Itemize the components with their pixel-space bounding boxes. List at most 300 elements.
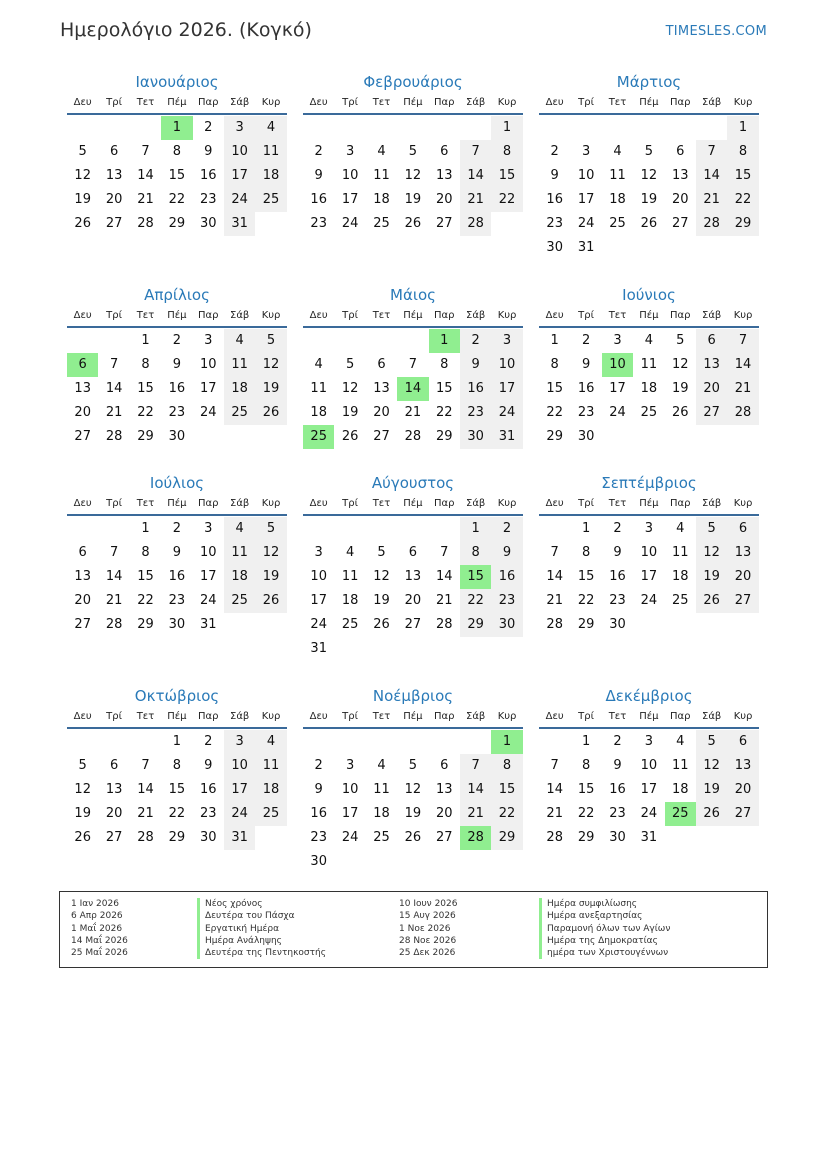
holiday-legend bbox=[59, 891, 768, 968]
day-cell: 28 bbox=[696, 212, 727, 236]
weekday-label: Σάβ bbox=[466, 310, 486, 321]
day-cell: 23 bbox=[168, 593, 186, 608]
day-cell: 5 bbox=[408, 144, 417, 159]
day-cell: 17 bbox=[341, 806, 359, 821]
weekday-label: Τρί bbox=[578, 498, 594, 509]
day-cell: 18 bbox=[373, 806, 390, 821]
day-cell: 26 bbox=[373, 617, 390, 632]
weekday-label: Δευ bbox=[309, 498, 328, 509]
day-cell: 5 bbox=[696, 730, 727, 754]
day-cell: 12 bbox=[74, 168, 91, 183]
day-cell: 18 bbox=[224, 377, 255, 401]
weekday-label: Σάβ bbox=[702, 711, 722, 722]
weekday-label: Τρί bbox=[342, 711, 358, 722]
day-cell: 2 bbox=[613, 521, 622, 536]
day-cell: 22 bbox=[168, 806, 186, 821]
day-cell: 16 bbox=[199, 168, 217, 183]
day-cell: 13 bbox=[727, 754, 758, 778]
day-cell: 3 bbox=[204, 521, 213, 536]
month-name: Φεβρουάριος bbox=[363, 73, 463, 91]
legend-date: 14 Μαΐ 2026 bbox=[71, 935, 128, 946]
day-cell: 29 bbox=[168, 216, 186, 231]
weekday-header bbox=[67, 93, 287, 115]
day-cell: 2 bbox=[172, 521, 181, 536]
day-cell: 10 bbox=[199, 357, 217, 372]
day-cell: 24 bbox=[224, 802, 255, 826]
day-cell: 22 bbox=[168, 192, 186, 207]
weekday-label: Πέμ bbox=[639, 310, 659, 321]
day-cell: 4 bbox=[255, 116, 286, 140]
day-cell: 15 bbox=[168, 168, 186, 183]
month-name: Απρίλιος bbox=[144, 286, 210, 304]
weekday-label: Πέμ bbox=[639, 498, 659, 509]
day-cell: 10 bbox=[640, 545, 658, 560]
day-cell: 15 bbox=[577, 782, 595, 797]
empty-cell bbox=[130, 730, 161, 754]
day-cell: 23 bbox=[546, 216, 563, 231]
day-cell: 28 bbox=[105, 617, 123, 632]
day-cell: 7 bbox=[141, 758, 150, 773]
day-cell: 24 bbox=[199, 593, 217, 608]
day-cell: 30 bbox=[168, 617, 186, 632]
weekday-header bbox=[67, 306, 287, 328]
day-cell: 28 bbox=[727, 401, 758, 425]
day-cell: 8 bbox=[141, 545, 150, 560]
weekday-label: Παρ bbox=[198, 97, 219, 108]
day-cell: 7 bbox=[109, 357, 119, 372]
weekday-label: Τετ bbox=[136, 711, 155, 722]
day-cell: 29 bbox=[546, 429, 563, 444]
weekday-label: Κυρ bbox=[261, 97, 281, 108]
day-cell: 2 bbox=[204, 734, 213, 749]
legend-holiday-name: Ημέρα Ανάληψης bbox=[197, 935, 282, 947]
day-cell: 31 bbox=[224, 212, 255, 236]
day-cell: 2 bbox=[613, 734, 622, 749]
day-cell: 16 bbox=[491, 565, 522, 589]
legend-holiday-name: Δευτέρα του Πάσχα bbox=[197, 910, 295, 922]
day-cell: 18 bbox=[671, 782, 689, 797]
month-block bbox=[303, 71, 523, 236]
day-cell: 2 bbox=[460, 329, 491, 353]
day-cell: 14 bbox=[137, 168, 154, 183]
day-cell: 1 bbox=[460, 517, 491, 541]
day-cell: 8 bbox=[491, 140, 522, 164]
day-cell: 27 bbox=[727, 802, 758, 826]
day-cell: 21 bbox=[727, 377, 758, 401]
day-cell: 4 bbox=[676, 521, 685, 536]
weekday-label: Δευ bbox=[73, 498, 92, 509]
empty-cell bbox=[429, 730, 460, 754]
day-cell: 6 bbox=[676, 144, 685, 159]
day-cell: 26 bbox=[696, 589, 727, 613]
weekday-label: Πέμ bbox=[167, 310, 187, 321]
day-cell: 24 bbox=[341, 216, 359, 231]
day-cell: 10 bbox=[577, 168, 595, 183]
day-cell: 6 bbox=[109, 758, 119, 773]
day-cell: 21 bbox=[546, 806, 563, 821]
day-cell: 4 bbox=[224, 329, 255, 353]
empty-cell bbox=[397, 517, 428, 541]
weekday-label: Σάβ bbox=[466, 711, 486, 722]
day-cell: 1 bbox=[581, 734, 591, 749]
day-cell: 25 bbox=[255, 802, 286, 826]
day-cell: 23 bbox=[310, 830, 327, 845]
day-cell: 1 bbox=[141, 333, 150, 348]
day-cell: 17 bbox=[341, 192, 359, 207]
weekday-label: Πέμ bbox=[403, 711, 423, 722]
weekday-label: Παρ bbox=[670, 498, 691, 509]
weekday-label: Κυρ bbox=[497, 310, 517, 321]
day-grid bbox=[303, 517, 523, 661]
day-cell: 9 bbox=[550, 168, 559, 183]
day-grid bbox=[303, 730, 523, 874]
legend-date: 28 Νοε 2026 bbox=[399, 935, 457, 946]
day-cell: 11 bbox=[255, 754, 286, 778]
weekday-label: Κυρ bbox=[261, 310, 281, 321]
weekday-label: Δευ bbox=[545, 498, 564, 509]
day-cell: 20 bbox=[727, 778, 758, 802]
day-grid bbox=[67, 517, 287, 637]
day-cell: 26 bbox=[640, 216, 658, 231]
day-cell: 9 bbox=[613, 545, 622, 560]
weekday-label: Σάβ bbox=[230, 97, 250, 108]
day-cell: 30 bbox=[199, 830, 217, 845]
day-cell: 20 bbox=[435, 806, 453, 821]
weekday-label: Δευ bbox=[309, 711, 328, 722]
weekday-label: Δευ bbox=[73, 310, 92, 321]
empty-cell bbox=[429, 517, 460, 541]
day-grid bbox=[303, 329, 523, 449]
day-cell: 25 bbox=[671, 593, 689, 608]
day-cell: 14 bbox=[460, 164, 491, 188]
day-cell: 17 bbox=[577, 192, 595, 207]
weekday-label: Τετ bbox=[608, 310, 627, 321]
day-cell: 31 bbox=[491, 425, 522, 449]
weekday-label: Τετ bbox=[608, 498, 627, 509]
legend-holiday-name: Εργατική Ημέρα bbox=[197, 923, 279, 935]
empty-cell bbox=[397, 730, 428, 754]
weekday-label: Τετ bbox=[372, 498, 391, 509]
day-cell: 12 bbox=[404, 168, 422, 183]
empty-cell bbox=[539, 730, 570, 754]
day-cell: 10 bbox=[224, 140, 255, 164]
day-cell: 8 bbox=[491, 754, 522, 778]
day-cell: 8 bbox=[172, 758, 181, 773]
day-cell: 5 bbox=[696, 517, 727, 541]
day-cell: 19 bbox=[341, 405, 359, 420]
day-cell: 13 bbox=[671, 168, 689, 183]
day-cell: 27 bbox=[74, 617, 91, 632]
month-name: Οκτώβριος bbox=[134, 687, 220, 705]
day-cell: 11 bbox=[224, 541, 255, 565]
empty-cell bbox=[303, 329, 334, 353]
day-cell: 20 bbox=[696, 377, 727, 401]
legend-date: 10 Ιουν 2026 bbox=[399, 899, 458, 909]
day-cell: 3 bbox=[204, 333, 213, 348]
day-cell: 14 bbox=[435, 569, 453, 584]
month-name: Σεπτέμβριος bbox=[601, 474, 697, 492]
day-cell: 1 bbox=[727, 116, 758, 140]
day-cell: 17 bbox=[199, 381, 217, 396]
day-cell: 23 bbox=[609, 593, 626, 608]
month-block bbox=[303, 685, 523, 874]
day-cell: 16 bbox=[310, 806, 327, 821]
day-cell: 7 bbox=[550, 545, 559, 560]
day-cell: 3 bbox=[224, 116, 255, 140]
site-link[interactable]: TIMESLES.COM bbox=[665, 24, 767, 39]
day-cell: 9 bbox=[204, 144, 213, 159]
empty-cell bbox=[334, 730, 365, 754]
legend-date: 6 Απρ 2026 bbox=[71, 911, 123, 922]
day-cell: 19 bbox=[74, 192, 91, 207]
day-cell: 14 bbox=[460, 778, 491, 802]
day-cell: 29 bbox=[168, 830, 186, 845]
day-cell: 22 bbox=[460, 589, 491, 613]
day-grid bbox=[67, 116, 287, 236]
empty-cell bbox=[570, 116, 601, 140]
day-cell: 13 bbox=[373, 381, 390, 396]
day-cell: 11 bbox=[373, 168, 390, 183]
day-cell: 11 bbox=[341, 569, 359, 584]
day-cell: 2 bbox=[314, 758, 323, 773]
day-cell: 19 bbox=[404, 192, 422, 207]
day-cell: 2 bbox=[314, 144, 323, 159]
day-cell: 3 bbox=[314, 545, 323, 560]
day-cell: 8 bbox=[141, 357, 150, 372]
day-cell: 19 bbox=[255, 377, 286, 401]
weekday-label: Τρί bbox=[578, 97, 594, 108]
day-cell: 28 bbox=[137, 216, 154, 231]
day-cell: 15 bbox=[137, 381, 154, 396]
weekday-label: Τρί bbox=[578, 711, 594, 722]
day-cell: 18 bbox=[640, 381, 658, 396]
day-cell: 4 bbox=[314, 357, 323, 372]
day-cell: 3 bbox=[224, 730, 255, 754]
weekday-label: Κυρ bbox=[497, 97, 517, 108]
day-cell: 28 bbox=[460, 212, 491, 236]
weekday-label: Κυρ bbox=[497, 711, 517, 722]
day-cell: 13 bbox=[696, 353, 727, 377]
day-cell: 13 bbox=[74, 569, 91, 584]
day-cell: 14 bbox=[105, 381, 123, 396]
month-block bbox=[67, 472, 287, 637]
day-cell: 7 bbox=[696, 140, 727, 164]
weekday-label: Παρ bbox=[670, 711, 691, 722]
day-cell: 7 bbox=[727, 329, 758, 353]
day-cell: 17 bbox=[310, 593, 327, 608]
day-cell: 5 bbox=[78, 144, 87, 159]
day-cell: 21 bbox=[105, 405, 123, 420]
day-cell: 13 bbox=[435, 782, 453, 797]
day-cell: 26 bbox=[696, 802, 727, 826]
empty-cell bbox=[366, 116, 397, 140]
month-block bbox=[303, 284, 523, 449]
day-cell: 25 bbox=[640, 405, 658, 420]
day-cell: 27 bbox=[727, 589, 758, 613]
empty-cell bbox=[602, 116, 633, 140]
day-cell: 25 bbox=[224, 589, 255, 613]
month-block bbox=[539, 472, 759, 637]
day-cell: 2 bbox=[581, 333, 591, 348]
weekday-label: Τρί bbox=[342, 498, 358, 509]
day-cell: 12 bbox=[404, 782, 422, 797]
legend-holiday-name: Παραμονή όλων των Αγίων bbox=[539, 923, 670, 935]
day-cell: 12 bbox=[696, 541, 727, 565]
day-cell: 6 bbox=[727, 730, 758, 754]
weekday-label: Πέμ bbox=[403, 97, 423, 108]
weekday-label: Τρί bbox=[106, 711, 122, 722]
weekday-label: Κυρ bbox=[733, 97, 753, 108]
day-cell: 11 bbox=[310, 381, 327, 396]
day-cell: 14 bbox=[137, 782, 154, 797]
weekday-label: Τετ bbox=[372, 711, 391, 722]
day-cell: 7 bbox=[440, 545, 449, 560]
empty-cell bbox=[67, 329, 98, 353]
day-cell: 8 bbox=[460, 541, 491, 565]
day-cell: 19 bbox=[640, 192, 658, 207]
day-grid bbox=[539, 730, 759, 850]
day-cell: 23 bbox=[460, 401, 491, 425]
day-cell: 2 bbox=[172, 333, 181, 348]
day-cell: 14 bbox=[696, 164, 727, 188]
day-cell: 15 bbox=[727, 164, 758, 188]
month-block bbox=[67, 71, 287, 236]
day-cell: 29 bbox=[727, 212, 758, 236]
weekday-label: Δευ bbox=[309, 97, 328, 108]
weekday-label: Δευ bbox=[545, 97, 564, 108]
day-cell: 20 bbox=[105, 192, 123, 207]
day-cell: 30 bbox=[310, 854, 327, 869]
weekday-label: Παρ bbox=[670, 310, 691, 321]
day-cell: 12 bbox=[640, 168, 658, 183]
month-name: Ιούλιος bbox=[149, 474, 205, 492]
day-cell: 10 bbox=[341, 782, 359, 797]
weekday-label: Πέμ bbox=[639, 711, 659, 722]
day-cell: 12 bbox=[255, 353, 286, 377]
day-cell: 28 bbox=[546, 617, 563, 632]
day-cell: 3 bbox=[581, 144, 591, 159]
day-cell: 20 bbox=[404, 593, 422, 608]
day-cell: 28 bbox=[435, 617, 453, 632]
legend-holiday-name: ημέρα των Χριστουγέννων bbox=[539, 947, 668, 959]
day-cell: 15 bbox=[491, 164, 522, 188]
day-cell: 30 bbox=[491, 613, 522, 637]
weekday-label: Τετ bbox=[608, 97, 627, 108]
day-cell: 17 bbox=[199, 569, 217, 584]
day-cell: 15 bbox=[577, 569, 595, 584]
day-cell: 27 bbox=[671, 216, 689, 231]
weekday-label: Πέμ bbox=[167, 97, 187, 108]
day-cell: 28 bbox=[137, 830, 154, 845]
day-cell: 12 bbox=[373, 569, 390, 584]
day-cell: 6 bbox=[440, 758, 449, 773]
day-cell: 12 bbox=[696, 754, 727, 778]
weekday-label: Πέμ bbox=[167, 711, 187, 722]
day-cell: 24 bbox=[577, 216, 595, 231]
day-cell: 18 bbox=[255, 778, 286, 802]
day-cell: 24 bbox=[640, 593, 658, 608]
day-cell: 5 bbox=[644, 144, 653, 159]
day-cell: 21 bbox=[696, 188, 727, 212]
weekday-header bbox=[303, 306, 523, 328]
day-cell: 6 bbox=[727, 517, 758, 541]
holiday-day: 25 bbox=[303, 425, 334, 449]
day-cell: 6 bbox=[78, 545, 87, 560]
weekday-label: Παρ bbox=[434, 310, 455, 321]
day-cell: 22 bbox=[137, 593, 154, 608]
day-cell: 9 bbox=[204, 758, 213, 773]
month-block bbox=[539, 685, 759, 850]
day-cell: 15 bbox=[491, 778, 522, 802]
day-cell: 2 bbox=[550, 144, 559, 159]
day-cell: 3 bbox=[345, 758, 355, 773]
weekday-label: Σάβ bbox=[702, 97, 722, 108]
day-cell: 8 bbox=[581, 758, 591, 773]
day-cell: 26 bbox=[74, 216, 91, 231]
day-cell: 10 bbox=[310, 569, 327, 584]
weekday-label: Τετ bbox=[372, 97, 391, 108]
day-cell: 25 bbox=[373, 830, 390, 845]
month-block bbox=[539, 284, 759, 449]
day-cell: 3 bbox=[491, 329, 522, 353]
day-cell: 2 bbox=[491, 517, 522, 541]
day-cell: 17 bbox=[224, 778, 255, 802]
day-cell: 28 bbox=[404, 429, 422, 444]
empty-cell bbox=[460, 730, 491, 754]
day-cell: 11 bbox=[671, 545, 689, 560]
weekday-label: Πέμ bbox=[639, 97, 659, 108]
day-cell: 31 bbox=[199, 617, 217, 632]
day-cell: 14 bbox=[105, 569, 123, 584]
weekday-label: Κυρ bbox=[733, 711, 753, 722]
day-cell: 5 bbox=[78, 758, 87, 773]
page-title: Ημερολόγιο 2026. (Κογκό) bbox=[60, 19, 312, 41]
day-cell: 23 bbox=[310, 216, 327, 231]
day-cell: 12 bbox=[74, 782, 91, 797]
day-cell: 26 bbox=[255, 401, 286, 425]
month-name: Μάιος bbox=[390, 286, 436, 304]
empty-cell bbox=[98, 329, 129, 353]
day-cell: 18 bbox=[255, 164, 286, 188]
day-cell: 17 bbox=[609, 381, 626, 396]
weekday-label: Παρ bbox=[198, 310, 219, 321]
day-cell: 16 bbox=[609, 782, 626, 797]
day-cell: 31 bbox=[577, 240, 595, 255]
day-cell: 22 bbox=[546, 405, 563, 420]
day-cell: 30 bbox=[168, 429, 186, 444]
day-cell: 6 bbox=[109, 144, 119, 159]
legend-date: 25 Μαΐ 2026 bbox=[71, 948, 128, 959]
day-cell: 16 bbox=[168, 569, 186, 584]
month-name: Δεκέμβριος bbox=[605, 687, 693, 705]
day-cell: 19 bbox=[696, 778, 727, 802]
day-cell: 22 bbox=[435, 405, 453, 420]
day-cell: 24 bbox=[224, 188, 255, 212]
month-name: Ιανουάριος bbox=[135, 73, 219, 91]
weekday-label: Τετ bbox=[372, 310, 391, 321]
legend-holiday-name: Δευτέρα της Πεντηκοστής bbox=[197, 947, 326, 959]
day-cell: 25 bbox=[255, 188, 286, 212]
day-cell: 24 bbox=[640, 806, 658, 821]
day-cell: 26 bbox=[671, 405, 689, 420]
legend-holiday-name: Ημέρα συμφιλίωσης bbox=[539, 898, 637, 910]
weekday-label: Τετ bbox=[136, 97, 155, 108]
day-cell: 14 bbox=[727, 353, 758, 377]
day-grid bbox=[67, 730, 287, 850]
day-cell: 11 bbox=[224, 353, 255, 377]
weekday-label: Παρ bbox=[434, 711, 455, 722]
holiday-day: 6 bbox=[67, 353, 98, 377]
